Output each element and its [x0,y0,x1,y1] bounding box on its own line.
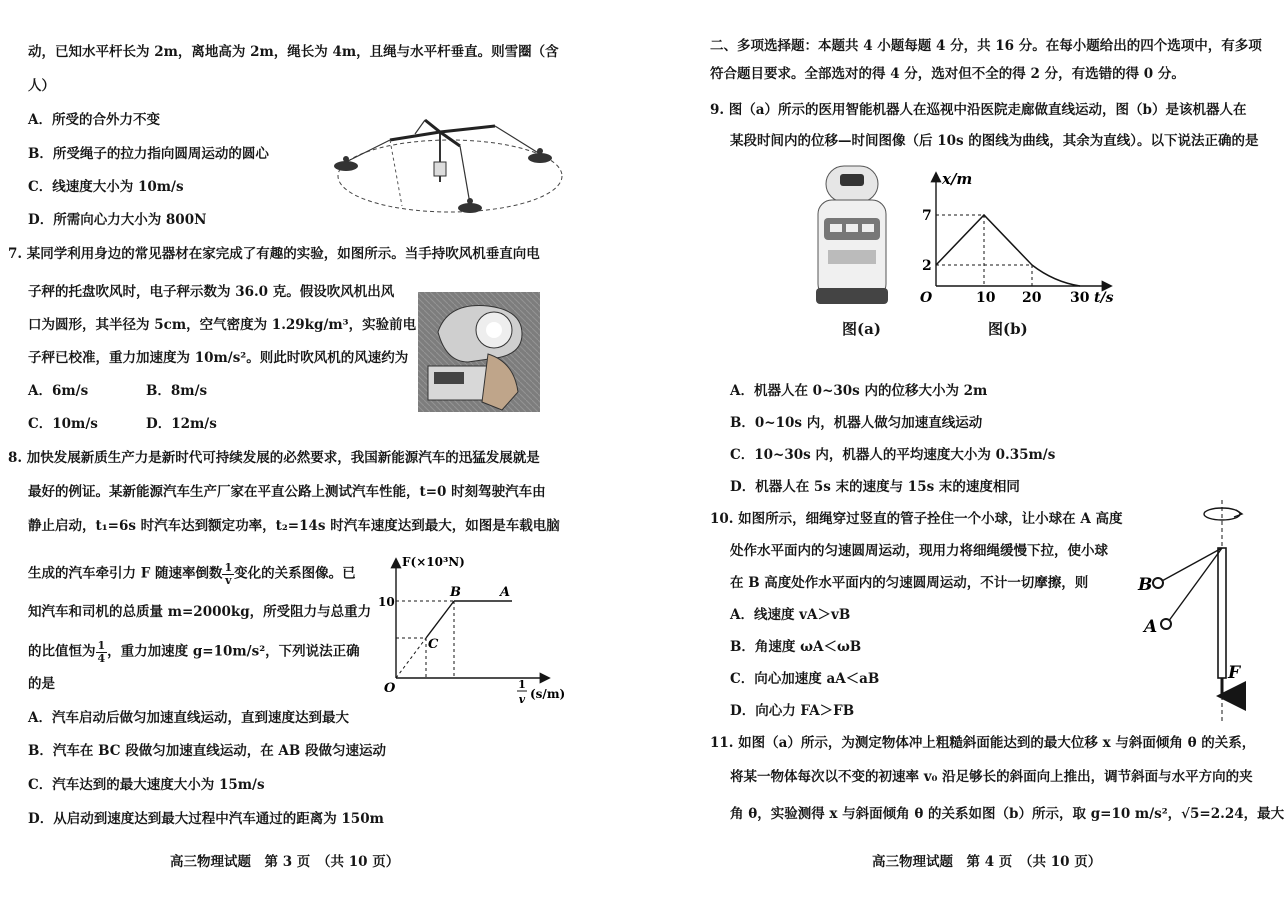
q8-frac-one-quarter [96,640,108,664]
q8-stem-line2: 最好的例证。某新能源汽车生产厂家在平直公路上测试汽车性能，t=0 时刻驾驶汽车由 [28,484,546,500]
q9-position-time-graph [914,168,1150,308]
q9-y-axis-label: x/m [942,170,973,188]
q10-stem-line3: 在 B 高度处作水平面内的匀速圆周运动，不计一切摩擦，则 [730,575,1089,591]
q8-option-a: A．汽车启动后做匀加速直线运动，直到速度达到最大 [28,710,349,726]
q8-stem-line1: 8. 加快发展新质生产力是新时代可持续发展的必然要求，我国新能源汽车的迅猛发展就是 [8,450,540,466]
q8-line6-pre: 的比值恒为 [28,643,96,660]
q10-label-b: B [1138,575,1153,595]
q7-stem-line4: 子秤已校准，重力加速度为 10m/s²。则此时吹风机的风速约为 [28,350,409,366]
right-page [642,0,1284,900]
q11-stem-line3: 角 θ，实验测得 x 与斜面倾角 θ 的关系如图（b）所示，取 g=10 m/s²，√5=2.24，最大 [730,806,1284,822]
q8-option-c: C．汽车达到的最大速度大小为 15m/s [28,777,265,793]
q7-option-d: D．12m/s [146,416,217,432]
q9-fig-b-caption: 图(b) [988,320,1028,338]
q8-line6-post: ，重力加速度 g=10m/s²，下列说法正确 [107,643,360,660]
q7-option-a: A．6m/s [28,383,89,399]
q8-force-graph [372,552,572,710]
q6-option-d: D．所需向心力大小为 800N [28,212,207,228]
q9-stem-line2: 某段时间内的位移—时间图像（后 10s 的图线为曲线，其余为直线）。以下说法正确的是 [730,133,1259,149]
q9-fig-a-caption: 图(a) [842,320,881,338]
q8-stem-line3: 静止启动，t₁=6s 时汽车达到额定功率，t₂=14s 时汽车速度达到最大，如图是车载电脑 [28,518,560,534]
q6-stem-line2: 人） [28,78,55,94]
q9-origin-label: O [920,290,933,306]
q10-tube-pendulum-figure [1132,500,1248,724]
q8-option-b: B．汽车在 BC 段做匀加速直线运动，在 AB 段做匀速运动 [28,743,386,759]
q8-x-axis-label: (s/m) [530,687,566,701]
q9-stem-line1: 9. 图（a）所示的医用智能机器人在巡视中沿医院走廊做直线运动，图（b）是该机器人在 [710,102,1247,118]
q8-point-c: C [428,637,439,652]
frac-numerator: 1 [224,561,233,574]
left-page [0,0,610,900]
q10-option-b: B．角速度 ωA＜ωB [730,639,862,655]
q11-stem-line1: 11. 如图（a）所示，为测定物体冲上粗糙斜面能达到的最大位移 x 与斜面倾角 θ 的关系， [710,735,1256,751]
q9-x-tick-10: 10 [976,290,996,306]
q6-stem-line1: 动，已知水平杆长为 2m，离地高为 2m，绳长为 4m，且绳与水平杆垂直。则雪圈（含 [28,44,559,60]
q6-option-b: B．所受绳子的拉力指向圆周运动的圆心 [28,146,269,162]
frac-numerator: 1 [97,639,106,652]
q10-ball-b [1153,578,1163,588]
right-page-footer: 高三物理试题 第 4 页 （共 10 页） [872,854,1102,870]
q9-robot-figure [812,160,892,308]
q10-option-c: C．向心加速度 aA＜aB [730,671,880,687]
q10-stem-line1: 10. 如图所示，细绳穿过竖直的管子拴住一个小球，让小球在 A 高度 [710,511,1123,527]
q9-y-tick-7: 7 [922,208,932,224]
q7-stem-line2: 子秤的托盘吹风时，电子秤示数为 36.0 克。假设吹风机出风 [28,284,395,300]
q9-option-c: C．10~30s 内，机器人的平均速度大小为 0.35m/s [730,447,1056,463]
q8-y-axis-label: F(×10³N) [402,555,465,569]
q8-line4-post: 变化的关系图像。已 [234,565,356,582]
q7-option-b: B．8m/s [146,383,208,399]
q8-stem-line6 [28,640,360,664]
section-header-line1: 二、多项选择题：本题共 4 小题每题 4 分，共 16 分。在每小题给出的四个选项中，有多项 [710,38,1262,54]
q6-option-a: A．所受的合外力不变 [28,112,160,128]
q9-xt-curve [936,215,1080,286]
q7-stem-line1: 7. 某同学利用身边的常见器材在家完成了有趣的实验，如图所示。当手持吹风机垂直向电 [8,246,540,262]
q10-vertical-tube [1218,548,1226,678]
left-page-footer: 高三物理试题 第 3 页 （共 10 页） [170,854,400,870]
q10-label-f: F [1228,663,1241,683]
q8-segment-cb [426,601,454,638]
q10-option-d: D．向心力 FA＞FB [730,703,855,719]
q9-option-d: D．机器人在 5s 末的速度与 15s 末的速度相同 [730,479,1020,495]
q8-point-a: A [500,585,511,600]
q8-stem-line4 [28,562,356,586]
q10-stem-line2: 处作水平面内的匀速圆周运动，现用力将细绳缓慢下拉，使小球 [730,543,1108,559]
q8-stem-line7: 的是 [28,676,55,692]
section-header-line2: 符合题目要求。全部选对的得 4 分，选对但不全的得 2 分，有选错的得 0 分。 [710,66,1185,82]
q8-x-label-den: v [518,693,526,706]
q8-line4-pre: 生成的汽车牵引力 F 随速率倒数 [28,565,223,582]
q10-ball-a [1161,619,1171,629]
q9-x-tick-30: 30 [1070,290,1090,306]
q9-y-tick-2: 2 [922,258,932,274]
q7-option-c: C．10m/s [28,416,98,432]
q10-label-a: A [1144,617,1158,637]
q8-point-b: B [450,585,461,600]
q10-option-a: A．线速度 vA＞vB [730,607,851,623]
q9-option-a: A．机器人在 0~30s 内的位移大小为 2m [730,383,988,399]
q8-x-label-num: 1 [518,678,526,691]
q11-stem-line2: 将某一物体每次以不变的初速率 v₀ 沿足够长的斜面向上推出，调节斜面与水平方向的夹 [730,769,1253,785]
q6-option-c: C．线速度大小为 10m/s [28,179,184,195]
q7-hairdryer-scale-photo [418,292,540,412]
frac-denominator: v [225,573,232,587]
q8-y-tick-10: 10 [378,595,395,609]
q8-origin-label: O [384,681,396,696]
q8-frac-one-over-v [222,562,234,586]
q8-stem-line5: 知汽车和司机的总质量 m=2000kg，所受阻力与总重力 [28,604,372,620]
q9-option-b: B．0~10s 内，机器人做匀加速直线运动 [730,415,983,431]
q6-rotating-swing-figure [330,110,570,218]
q7-stem-line3: 口为圆形，其半径为 5cm，空气密度为 1.29kg/m³，实验前电 [28,317,417,333]
q9-x-tick-20: 20 [1022,290,1042,306]
q8-option-d: D．从启动到速度达到最大过程中汽车通过的距离为 150m [28,811,384,827]
q9-x-axis-label: t/s [1094,290,1114,306]
frac-denominator: 4 [97,651,106,665]
